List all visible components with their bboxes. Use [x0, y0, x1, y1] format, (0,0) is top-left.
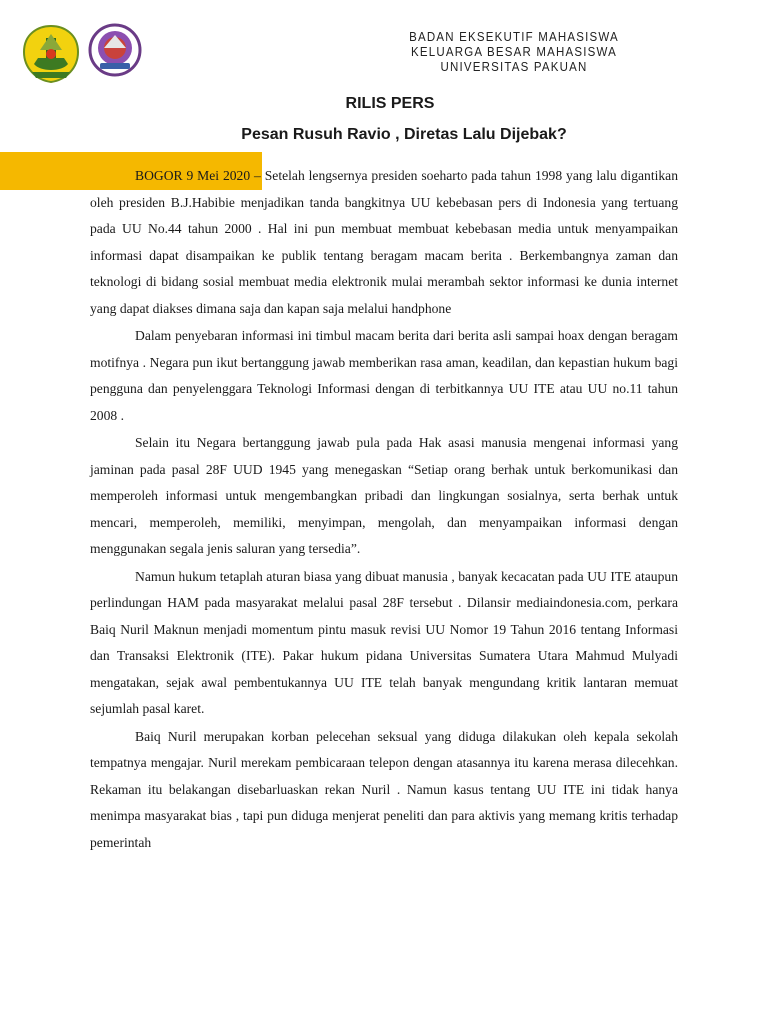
university-emblem-icon [20, 24, 82, 84]
document-subtitle: Pesan Rusuh Ravio , Diretas Lalu Dijebak? [241, 126, 567, 143]
document-body [90, 163, 678, 857]
paragraph-1 [90, 163, 678, 322]
bem-emblem-icon [88, 23, 142, 77]
paragraph-2: Dalam penyebaran informasi ini timbul macam berita dari berita asli sampai hoax dengan beragam motifnya . Negara pun ikut bertanggung jawab memberikan rasa aman, keadilan, dan kepastian hukum bagi pengguna dan penyelenggara Teknologi Informasi dengan di terbitkannya UU ITE atau UU no.11 tahun 2008 . [90, 328, 678, 423]
paragraph-1-text: – Setelah lengsernya presiden soeharto pada tahun 1998 yang lalu digantikan oleh presiden B.J.Habibie menjadikan tanda bangkitnya UU kebebasan pers di Indonesia yang tertuang pada UU No.44 tahun 2000 . Hal ini pun membuat membuat kebebasan media untuk menyampaikan informasi dapat disampaikan ke publik tentang beragam macam berita . Berkembangnya zaman dan teknologi di bidang sosial membuat media elektronik mulai merambah sektor informasi ke dunia internet yang dapat diakses dimana saja dan kapan saja melalui handphone [90, 168, 678, 316]
paragraph-3: Selain itu Negara bertanggung jawab pula pada Hak asasi manusia mengenai informasi yang jaminan pada pasal 28F UUD 1945 yang menegaskan “Setiap orang berhak untuk berkomunikasi dan memperoleh informasi untuk mengembangkan pribadi dan lingkungan sosialnya, serta berhak untuk mencari, memperoleh, memiliki, menyimpan, mengolah, dan menyampaikan informasi dengan menggunakan segala jenis saluran yang tersedia”. [90, 435, 678, 556]
org-line-3: UNIVERSITAS PAKUAN [440, 60, 588, 74]
paragraph-4: Namun hukum tetaplah aturan biasa yang dibuat manusia , banyak kecacatan pada UU ITE ataupun perlindungan HAM pada masyarakat melalui pasal 28F tersebut . Dilansir mediaindonesia.com, perkara Baiq Nuril Maknun menjadi momentum pintu masuk revisi UU Nomor 19 Tahun 2016 tentang Informasi dan Transaksi Elektronik (ITE). Pakar hukum pidana Universitas Sumatera Utara Mahmud Mulyadi mengatakan, sejak awal pembentukannya UU ITE telah banyak mengundang kritik lantaran memuat sejumlah pasal karet. [90, 568, 678, 716]
document-title: RILIS PERS [345, 95, 435, 112]
organization-header [409, 30, 619, 75]
dateline: BOGOR 9 Mei 2020 [135, 168, 251, 183]
paragraph-5: Baiq Nuril merupakan korban pelecehan seksual yang diduga dilakukan oleh kepala sekolah tempatnya mengajar. Nuril merekam pembicaraan telepon dengan atasannya itu karena merasa dilecehkan. Rekaman itu belakangan disebarluaskan rekan Nuril . Namun kasus tentang UU ITE ini tidak hanya menimpa masyarakat bias , tapi pun diduga menjerat peneliti dan para aktivis yang memang kritis terhadap pemerintah [90, 728, 678, 850]
org-line-1: BADAN EKSEKUTIF MAHASISWA [409, 30, 619, 44]
org-line-2: KELUARGA BESAR MAHASISWA [411, 45, 617, 59]
